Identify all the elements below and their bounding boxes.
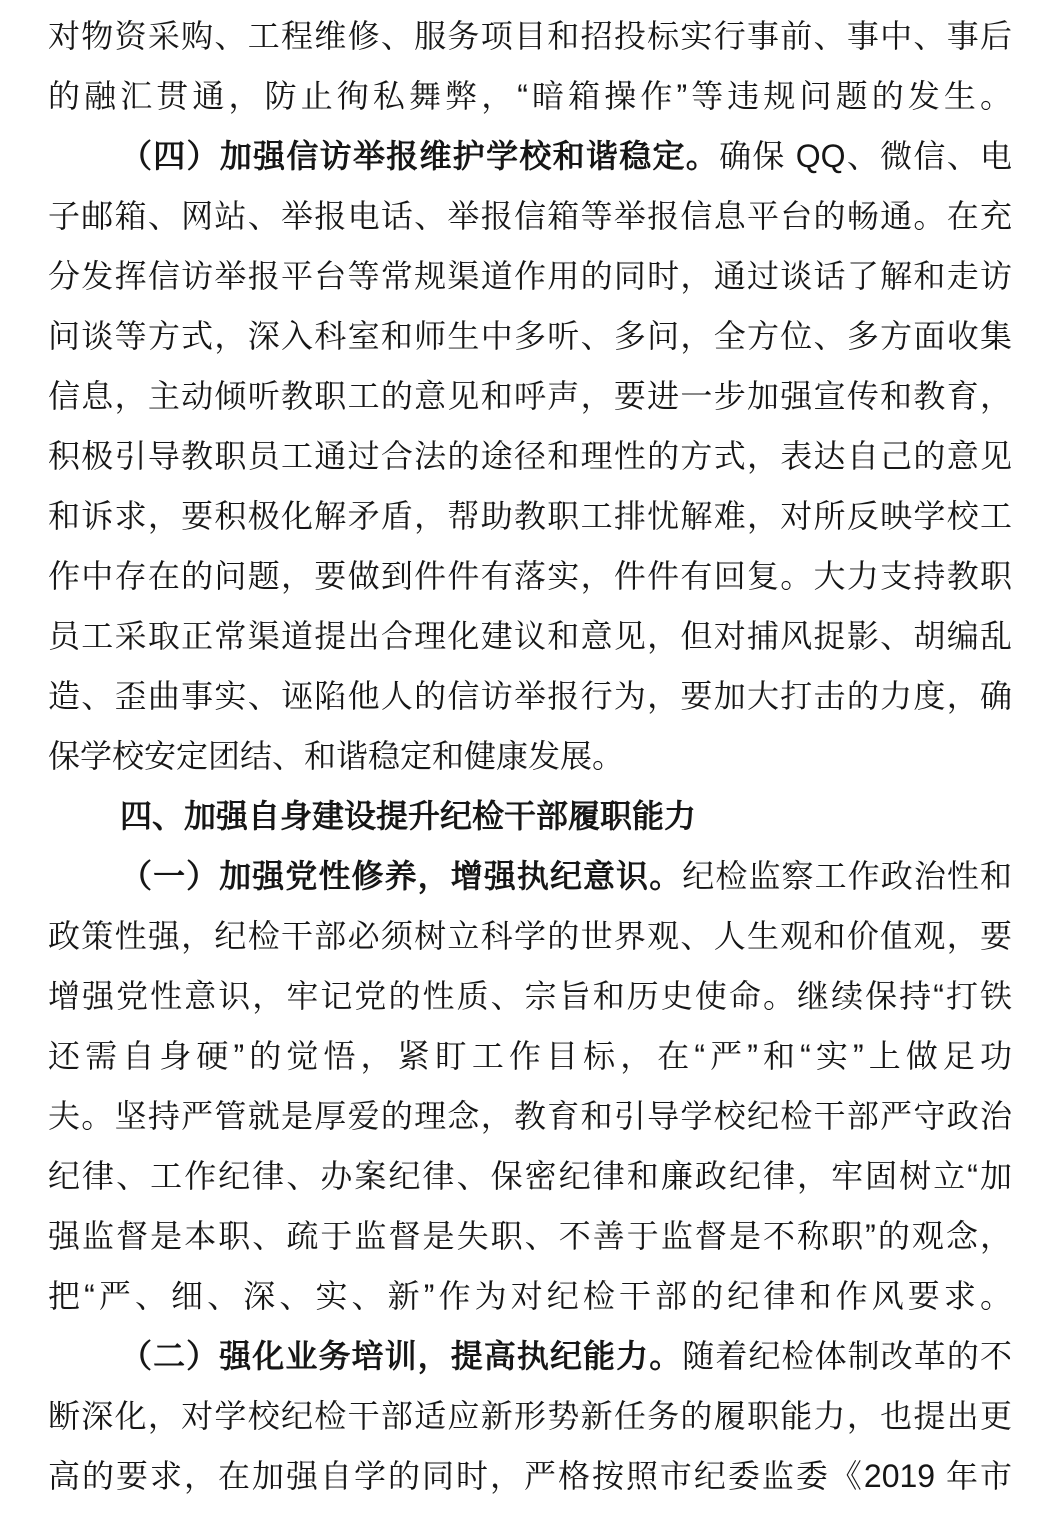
text-segment: 保学校安定团结、和谐稳定和健康发展。 — [48, 738, 625, 774]
paragraph-end-line — [48, 1266, 1012, 1326]
text-segment: 和诉求，要积极化解矛盾，帮助教职工排忧解难，对所反映学校工 — [48, 498, 1012, 534]
text-line — [48, 1446, 1012, 1506]
text-line — [48, 1146, 1012, 1206]
text-segment: 积极引导教职员工通过合法的途径和理性的方式，表达自己的意见 — [48, 438, 1012, 474]
text-line — [48, 1386, 1012, 1446]
text-line — [48, 6, 1012, 66]
text-segment: 纪律、工作纪律、办案纪律、保密纪律和廉政纪律，牢固树立“加 — [48, 1158, 1012, 1194]
text-line — [48, 246, 1012, 306]
document-body — [48, 6, 1012, 1506]
text-line — [48, 546, 1012, 606]
text-segment: 问谈等方式，深入科室和师生中多听、多问，全方位、多方面收集 — [48, 318, 1012, 354]
text-segment: 还需自身硬”的觉悟，紧盯工作目标，在“严”和“实”上做足功 — [48, 1038, 1012, 1074]
text-line — [48, 306, 1012, 366]
text-segment: 对物资采购、工程维修、服务项目和招投标实行事前、事中、事后 — [48, 18, 1012, 54]
text-segment: 断深化，对学校纪检干部适应新形势新任务的履职能力，也提出更 — [48, 1398, 1012, 1434]
bold-text-segment: 四、加强自身建设提升纪检干部履职能力 — [120, 798, 697, 834]
text-line — [48, 366, 1012, 426]
paragraph-end-line — [48, 726, 1012, 786]
text-segment: 政策性强，纪检干部必须树立科学的世界观、人生观和价值观，要 — [48, 918, 1012, 954]
text-segment: 把“严、细、深、实、新”作为对纪检干部的纪律和作风要求。 — [48, 1278, 1012, 1314]
text-segment: 随着纪检体制改革的不 — [682, 1338, 1012, 1374]
text-segment: 分发挥信访举报平台等常规渠道作用的同时，通过谈话了解和走访 — [48, 258, 1012, 294]
text-line — [48, 186, 1012, 246]
text-segment: 信息，主动倾听教职工的意见和呼声，要进一步加强宣传和教育， — [48, 378, 1012, 414]
text-segment: 纪检监察工作政治性和 — [682, 858, 1012, 894]
section-heading — [48, 786, 1012, 846]
text-line — [48, 66, 1012, 126]
text-line — [48, 1026, 1012, 1086]
text-line — [48, 1086, 1012, 1146]
bold-text-segment: （四）加强信访举报维护学校和谐稳定。 — [120, 138, 720, 174]
text-line — [48, 1206, 1012, 1266]
text-segment: 强监督是本职、疏于监督是失职、不善于监督是不称职”的观念， — [48, 1218, 1012, 1254]
text-line — [48, 426, 1012, 486]
text-line — [48, 966, 1012, 1026]
bold-text-segment: （一）加强党性修养，增强执纪意识。 — [120, 858, 683, 894]
text-segment: 员工采取正常渠道提出合理化建议和意见，但对捕风捉影、胡编乱 — [48, 618, 1012, 654]
paragraph-lead-line — [48, 126, 1012, 186]
paragraph-lead-line — [48, 1326, 1012, 1386]
text-line — [48, 666, 1012, 726]
text-line — [48, 606, 1012, 666]
text-segment: 造、歪曲事实、诬陷他人的信访举报行为，要加大打击的力度，确 — [48, 678, 1012, 714]
bold-text-segment: （二）强化业务培训，提高执纪能力。 — [120, 1338, 683, 1374]
text-segment: 增强党性意识，牢记党的性质、宗旨和历史使命。继续保持“打铁 — [48, 978, 1012, 1014]
text-segment: 子邮箱、网站、举报电话、举报信箱等举报信息平台的畅通。在充 — [48, 198, 1012, 234]
text-segment: 夫。坚持严管就是厚爱的理念，教育和引导学校纪检干部严守政治 — [48, 1098, 1012, 1134]
paragraph-lead-line — [48, 846, 1012, 906]
text-segment: 作中存在的问题，要做到件件有落实，件件有回复。大力支持教职 — [48, 558, 1012, 594]
text-segment: 的融汇贯通，防止徇私舞弊，“暗箱操作”等违规问题的发生。 — [48, 78, 1012, 114]
text-line — [48, 486, 1012, 546]
text-segment: 确保 QQ、微信、电 — [719, 138, 1012, 174]
text-line — [48, 906, 1012, 966]
text-segment: 高的要求，在加强自学的同时，严格按照市纪委监委《2019 年市 — [48, 1458, 1012, 1494]
